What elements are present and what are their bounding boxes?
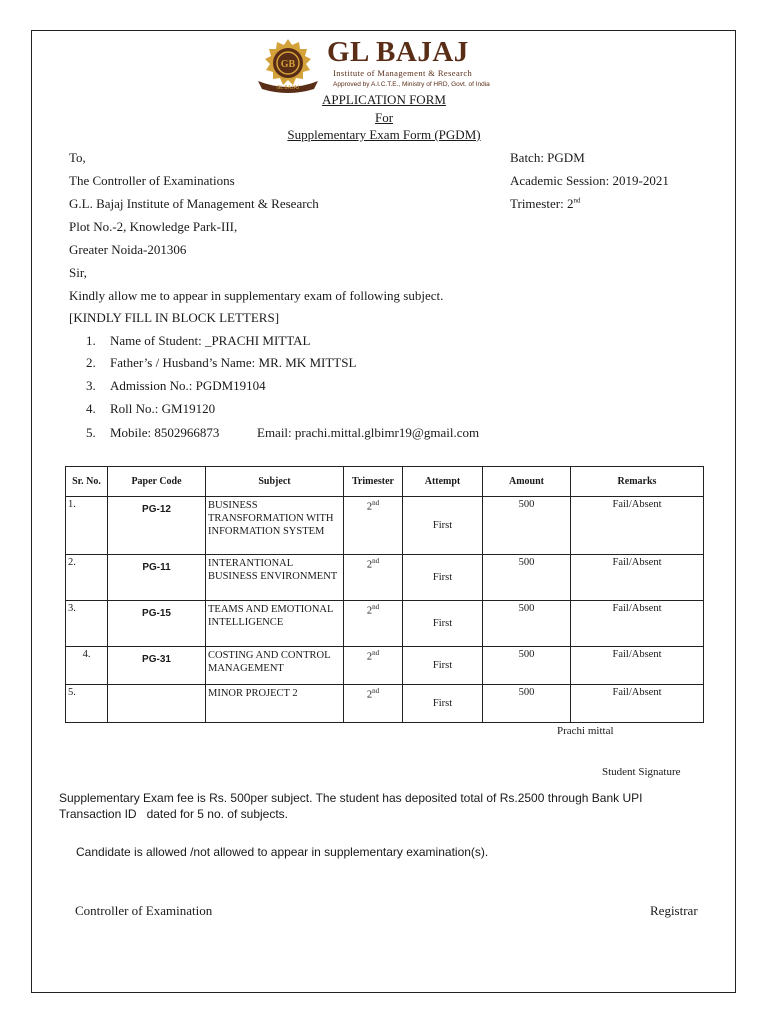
remarks-cell: Fail/Absent	[571, 555, 704, 601]
paper-code-cell: PG-12	[108, 497, 206, 555]
logo-emblem-icon	[252, 35, 324, 97]
column-header: Amount	[483, 467, 571, 497]
paper-code-cell: PG-15	[108, 601, 206, 647]
table-row	[66, 647, 704, 685]
remarks-cell: Fail/Absent	[571, 497, 704, 555]
sr-cell: 1.	[66, 497, 108, 555]
batch-label: Batch: PGDM	[510, 150, 585, 165]
email-address: Email: prachi.mittal.glbimr19@gmail.com	[257, 425, 480, 440]
column-header: Trimester	[344, 467, 403, 497]
subject-cell: MINOR PROJECT 2	[206, 685, 344, 723]
amount-cell: 500	[483, 555, 571, 601]
student-signature-name: Prachi mittal	[557, 725, 614, 737]
column-header: Subject	[206, 467, 344, 497]
attempt-cell: First	[403, 647, 483, 685]
request-text: Kindly allow me to appear in supplementary exam of following subject.	[69, 288, 444, 303]
list-number: 2.	[86, 355, 96, 370]
remarks-cell: Fail/Absent	[571, 647, 704, 685]
guardian-name: Father’s / Husband’s Name: MR. MK MITTSL	[110, 355, 357, 370]
trimester-label: Trimester: 2nd	[510, 196, 581, 211]
trimester-cell: 2nd	[344, 685, 403, 723]
table-row	[66, 601, 704, 647]
subject-cell: TEAMS AND EMOTIONAL INTELLIGENCE	[206, 601, 344, 647]
table-row	[66, 555, 704, 601]
attempt-cell: First	[403, 601, 483, 647]
student-name: Name of Student: _PRACHI MITTAL	[110, 333, 311, 348]
subject-cell: INTERANTIONAL BUSINESS ENVIRONMENT	[206, 555, 344, 601]
attempt-cell: First	[403, 497, 483, 555]
trimester-cell: 2nd	[344, 555, 403, 601]
paper-code-cell: PG-31	[108, 647, 206, 685]
amount-cell: 500	[483, 601, 571, 647]
svg-text:GL BAJAJ: GL BAJAJ	[276, 85, 300, 91]
column-header: Paper Code	[108, 467, 206, 497]
form-subtitle: Supplementary Exam Form (PGDM)	[287, 127, 481, 142]
address-institute: G.L. Bajaj Institute of Management & Research	[69, 196, 319, 211]
sr-cell: 2.	[66, 555, 108, 601]
table-header-row	[66, 467, 704, 497]
table-row	[66, 685, 704, 723]
amount-cell: 500	[483, 647, 571, 685]
fee-line-2: Transaction ID dated for 5 no. of subjects.	[59, 807, 289, 821]
attempt-cell: First	[403, 685, 483, 723]
address-city: Greater Noida-201306	[69, 242, 187, 257]
fee-line-1: Supplementary Exam fee is Rs. 500per subject. The student has deposited total of Rs.2500 through Bank UPI	[59, 791, 643, 805]
attempt-cell: First	[403, 555, 483, 601]
subject-cell: COSTING AND CONTROL MANAGEMENT	[206, 647, 344, 685]
paper-code-cell: PG-11	[108, 555, 206, 601]
salutation: Sir,	[69, 265, 87, 280]
subjects-table	[65, 466, 704, 723]
subject-cell: BUSINESS TRANSFORMATION WITH INFORMATION SYSTEM	[206, 497, 344, 555]
list-number: 1.	[86, 333, 96, 348]
amount-cell: 500	[483, 685, 571, 723]
controller-signatory: Controller of Examination	[75, 903, 213, 918]
sr-cell: 4.	[66, 647, 108, 685]
brand-approval: Approved by A.I.C.T.E., Ministry of HRD, Govt. of India	[333, 81, 490, 88]
roll-number: Roll No.: GM19120	[110, 401, 216, 416]
address-recipient: The Controller of Examinations	[69, 173, 235, 188]
paper-code-cell	[108, 685, 206, 723]
column-header: Sr. No.	[66, 467, 108, 497]
trimester-cell: 2nd	[344, 647, 403, 685]
admission-number: Admission No.: PGDM19104	[110, 378, 266, 393]
svg-text:GB: GB	[280, 59, 296, 70]
list-number: 3.	[86, 378, 96, 393]
brand-name: GL BAJAJ	[327, 36, 469, 68]
column-header: Remarks	[571, 467, 704, 497]
remarks-cell: Fail/Absent	[571, 685, 704, 723]
allowance-text: Candidate is allowed /not allowed to appear in supplementary examination(s).	[76, 845, 489, 859]
sr-cell: 3.	[66, 601, 108, 647]
amount-cell: 500	[483, 497, 571, 555]
student-signature-label: Student Signature	[602, 766, 681, 778]
table-row	[66, 497, 704, 555]
address-plot: Plot No.-2, Knowledge Park-III,	[69, 219, 238, 234]
sr-cell: 5.	[66, 685, 108, 723]
form-title-for: For	[374, 110, 394, 125]
brand-subtitle: Institute of Management & Research	[333, 68, 473, 78]
instruction-text: [KINDLY FILL IN BLOCK LETTERS]	[69, 310, 280, 325]
list-number: 4.	[86, 401, 96, 416]
address-to: To,	[69, 150, 86, 165]
column-header: Attempt	[403, 467, 483, 497]
registrar-signatory: Registrar	[650, 903, 698, 918]
remarks-cell: Fail/Absent	[571, 601, 704, 647]
session-label: Academic Session: 2019-2021	[510, 173, 669, 188]
trimester-cell: 2nd	[344, 601, 403, 647]
mobile-number: Mobile: 8502966873	[110, 425, 220, 440]
form-title: APPLICATION FORM	[322, 92, 446, 107]
list-number: 5.	[86, 425, 96, 440]
trimester-cell: 2nd	[344, 497, 403, 555]
